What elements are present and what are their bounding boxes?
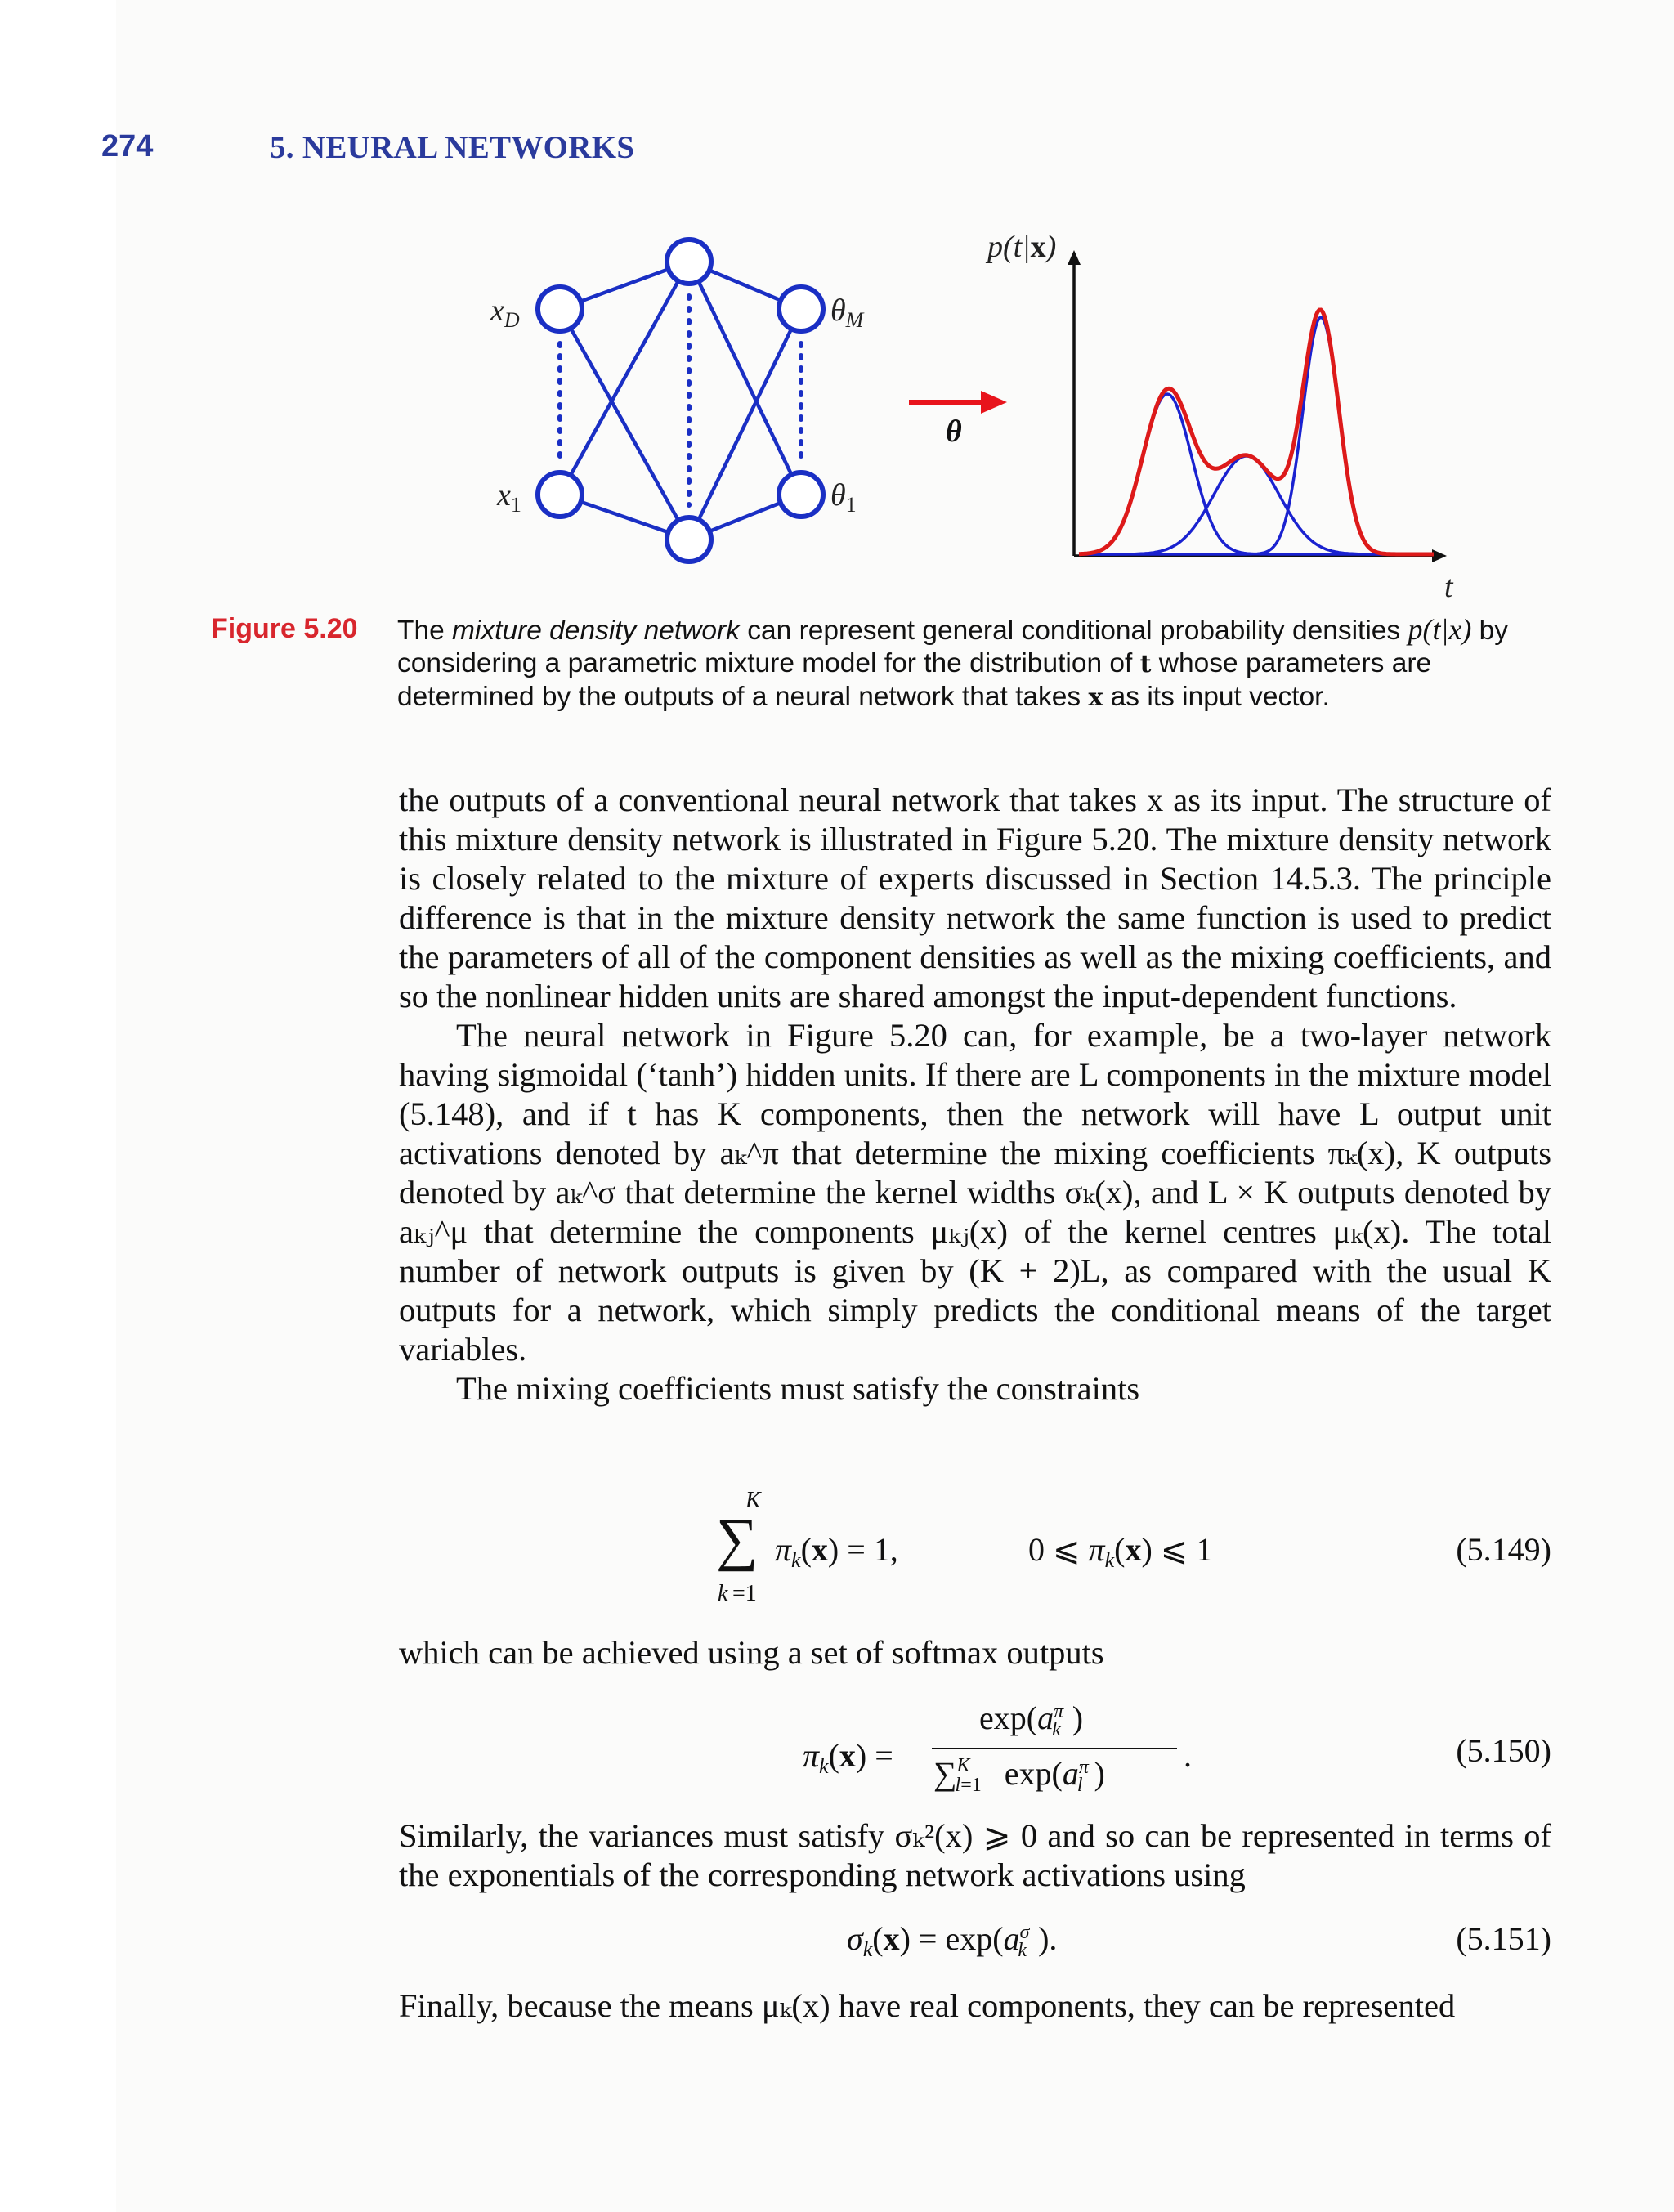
equation-number: (5.151) xyxy=(1456,1920,1551,1957)
output-node-bottom xyxy=(779,472,823,517)
output-node-top xyxy=(779,287,823,331)
equation-number: (5.150) xyxy=(1456,1732,1551,1769)
page-margin xyxy=(0,0,116,2212)
input-node-top xyxy=(538,287,582,331)
page-header xyxy=(0,129,1674,178)
paragraph-6: Finally, because the means μₖ(x) have real components, they can be represented xyxy=(399,1987,1456,2024)
mixture-density-network-diagram xyxy=(458,221,1602,613)
paragraph-1: the outputs of a conventional neural network that takes x as its input. The structure of this mixture density network is illustrated in Figure 5.20. The mixture density network is closely related to the mixture of experts discussed in Section 14.5.3. The principle difference is that in the mixture density network the same function is used to predict the parameters of all of the component densities as well as the mixing coefficients, and so the nonlinear hidden units are shared amongst the input-dependent functions. xyxy=(399,781,1551,1014)
equation-5-150: $\pi_k(x)$ = $\exp(a^\pi_k$ ) ∑$^K_{l=1}$ $\exp(a^\pi_l$ ) . (5.150) xyxy=(803,1699,1551,1796)
caption-label: Figure 5.20 xyxy=(211,613,358,644)
page-number: 274 xyxy=(101,129,154,163)
hidden-node-top xyxy=(667,240,711,284)
label-xD: $x_D$ xyxy=(490,293,520,332)
label-theta1: $\theta_1$ xyxy=(830,478,857,517)
paragraph-2: The neural network in Figure 5.20 can, for example, be a two-layer network having sigmoidal (‘tanh’) hidden units. If there are L components in the mixture model (5.148), and if t has K components, then the network will have L output unit activations denoted by aₖ^π that determine the mixing coefficients πₖ(x), K outputs denoted by aₖ^σ that determine the kernel widths σₖ(x), and L × K outputs denoted by aₖⱼ^μ that determine the components μₖⱼ(x) of the kernel centres μₖ(x). The total number of network outputs is given by (K + 2)L, as compared with the usual K outputs for a network, which simply predicts the conditional means of the target variables. xyxy=(399,1017,1551,1368)
x-axis-arrowhead-icon xyxy=(1432,549,1447,562)
component-curve-2 xyxy=(1079,456,1434,554)
body-text-4 xyxy=(399,1986,1551,2026)
component-curve-1 xyxy=(1079,394,1434,554)
arrow-label-theta: θ xyxy=(946,414,962,449)
label-x1: $x_1$ xyxy=(497,478,521,517)
paragraph-5: Similarly, the variances must satisfy σₖ²(x) ⩾ 0 and so can be represented in terms of the exponentials of the corresponding network activations using xyxy=(399,1817,1551,1893)
equation-5-149: K ∑ k =1 $\pi_k(x) = 1$, 0 ⩽ $\pi_k(x)$ ⩽ 1 (5.149) xyxy=(716,1488,1551,1606)
caption-text: The mixture density network can represent general conditional probability densities p(t|x) by considering a parametric mixture model for the distribution of t whose parameters are determined by the outputs of a neural network that takes x as its input vector. xyxy=(397,613,1509,712)
y-axis-arrowhead-icon xyxy=(1068,250,1081,265)
component-curve-3 xyxy=(1079,317,1434,554)
plot-xlabel: t xyxy=(1444,570,1453,604)
body-text-2 xyxy=(399,1633,1551,1672)
paragraph-3: The mixing coefficients must satisfy the constraints xyxy=(456,1370,1140,1407)
hidden-node-bottom xyxy=(667,517,711,562)
arrowhead-icon xyxy=(981,391,1007,414)
input-node-bottom xyxy=(538,472,582,517)
equation-5-151: $\sigma_k(x) = \exp(a^\sigma_k$ ). (5.151) xyxy=(847,1920,1551,1961)
body-text-3 xyxy=(399,1816,1551,1895)
paragraph-4: which can be achieved using a set of softmax outputs xyxy=(399,1634,1104,1671)
label-thetaM: $\theta_M$ xyxy=(830,293,864,332)
running-head: 5. NEURAL NETWORKS xyxy=(270,130,635,165)
body-text xyxy=(399,781,1551,1408)
equation-number: (5.149) xyxy=(1456,1531,1551,1568)
plot-ylabel: p(t|x) xyxy=(987,230,1057,264)
figure-5-20 xyxy=(458,221,1602,613)
mixture-curve xyxy=(1079,310,1434,554)
